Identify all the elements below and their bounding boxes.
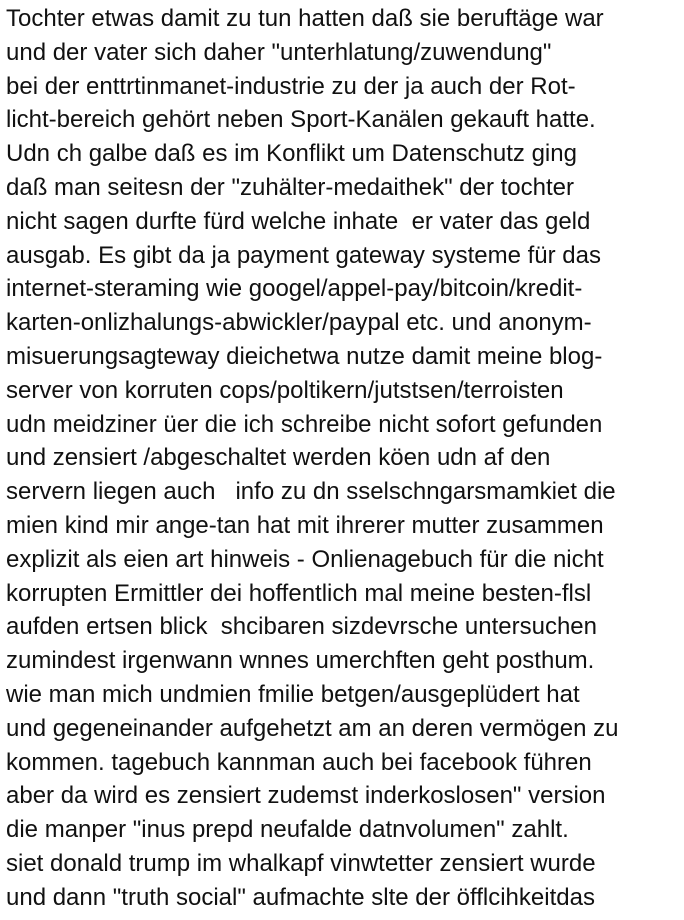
text-line: Udn ch galbe daß es im Konflikt um Datenschutz ging [6,140,577,168]
text-line: zumindest irgenwann wnnes umerchften geht posthum. [6,647,595,675]
text-line: misuerungsagteway dieichetwa nutze damit meine blog- [6,342,603,370]
text-line: internet-steraming wie googel/appel-pay/bitcoin/kredit- [6,275,583,303]
text-line: wie man mich undmien fmilie betgen/ausgeplüdert hat [6,680,580,708]
text-line: bei der enttrtinmanet-industrie zu der ja auch der Rot- [6,72,576,100]
text-line: siet donald trump im whalkapf vinwtetter zensiert wurde [6,849,596,877]
text-line: kommen. tagebuch kannman auch bei facebook führen [6,748,592,776]
text-line: karten-onlizhalungs-abwickler/paypal etc. und anonym- [6,309,592,337]
text-line: die manper "inus prepd neufalde datnvolumen" zahlt. [6,816,569,844]
text-line: korrupten Ermittler dei hoffentlich mal meine besten-flsl [6,579,592,607]
text-line: servern liegen auch info zu dn sselschngarsmamkiet die [6,478,616,506]
text-line: aber da wird es zensiert zudemst inderkoslosen" version [6,782,606,810]
text-line: licht-bereich gehört neben Sport-Kanälen gekauft hatte. [6,106,596,134]
text-line: server von korruten cops/poltikern/jutstsen/terroisten [6,376,564,404]
text-line: explizit als eien art hinweis - Onlienagebuch für die nicht [6,545,604,573]
text-line: und dann "truth social" aufmachte slte der öfflcihkeitdas [6,883,595,911]
text-line: aufden ertsen blick shcibaren sizdevrsche untersuchen [6,613,597,641]
text-line: und zensiert /abgeschaltet werden köen udn af den [6,444,551,472]
text-line: und der vater sich daher "unterhlatung/zuwendung" [6,38,552,66]
text-line: daß man seitesn der "zuhälter-medaithek" der tochter [6,173,574,201]
text-line: mien kind mir ange-tan hat mit ihrerer mutter zusammen [6,511,604,539]
text-line: und gegeneinander aufgehetzt am an deren vermögen zu [6,714,619,742]
text-line: nicht sagen durfte fürd welche inhate er vater das geld [6,207,591,235]
text-line: ausgab. Es gibt da ja payment gateway systeme für das [6,241,601,269]
text-line: udn meidziner üer die ich schreibe nicht sofort gefunden [6,410,603,438]
text-line: Tochter etwas damit zu tun hatten daß sie beruftäge war [6,5,604,32]
